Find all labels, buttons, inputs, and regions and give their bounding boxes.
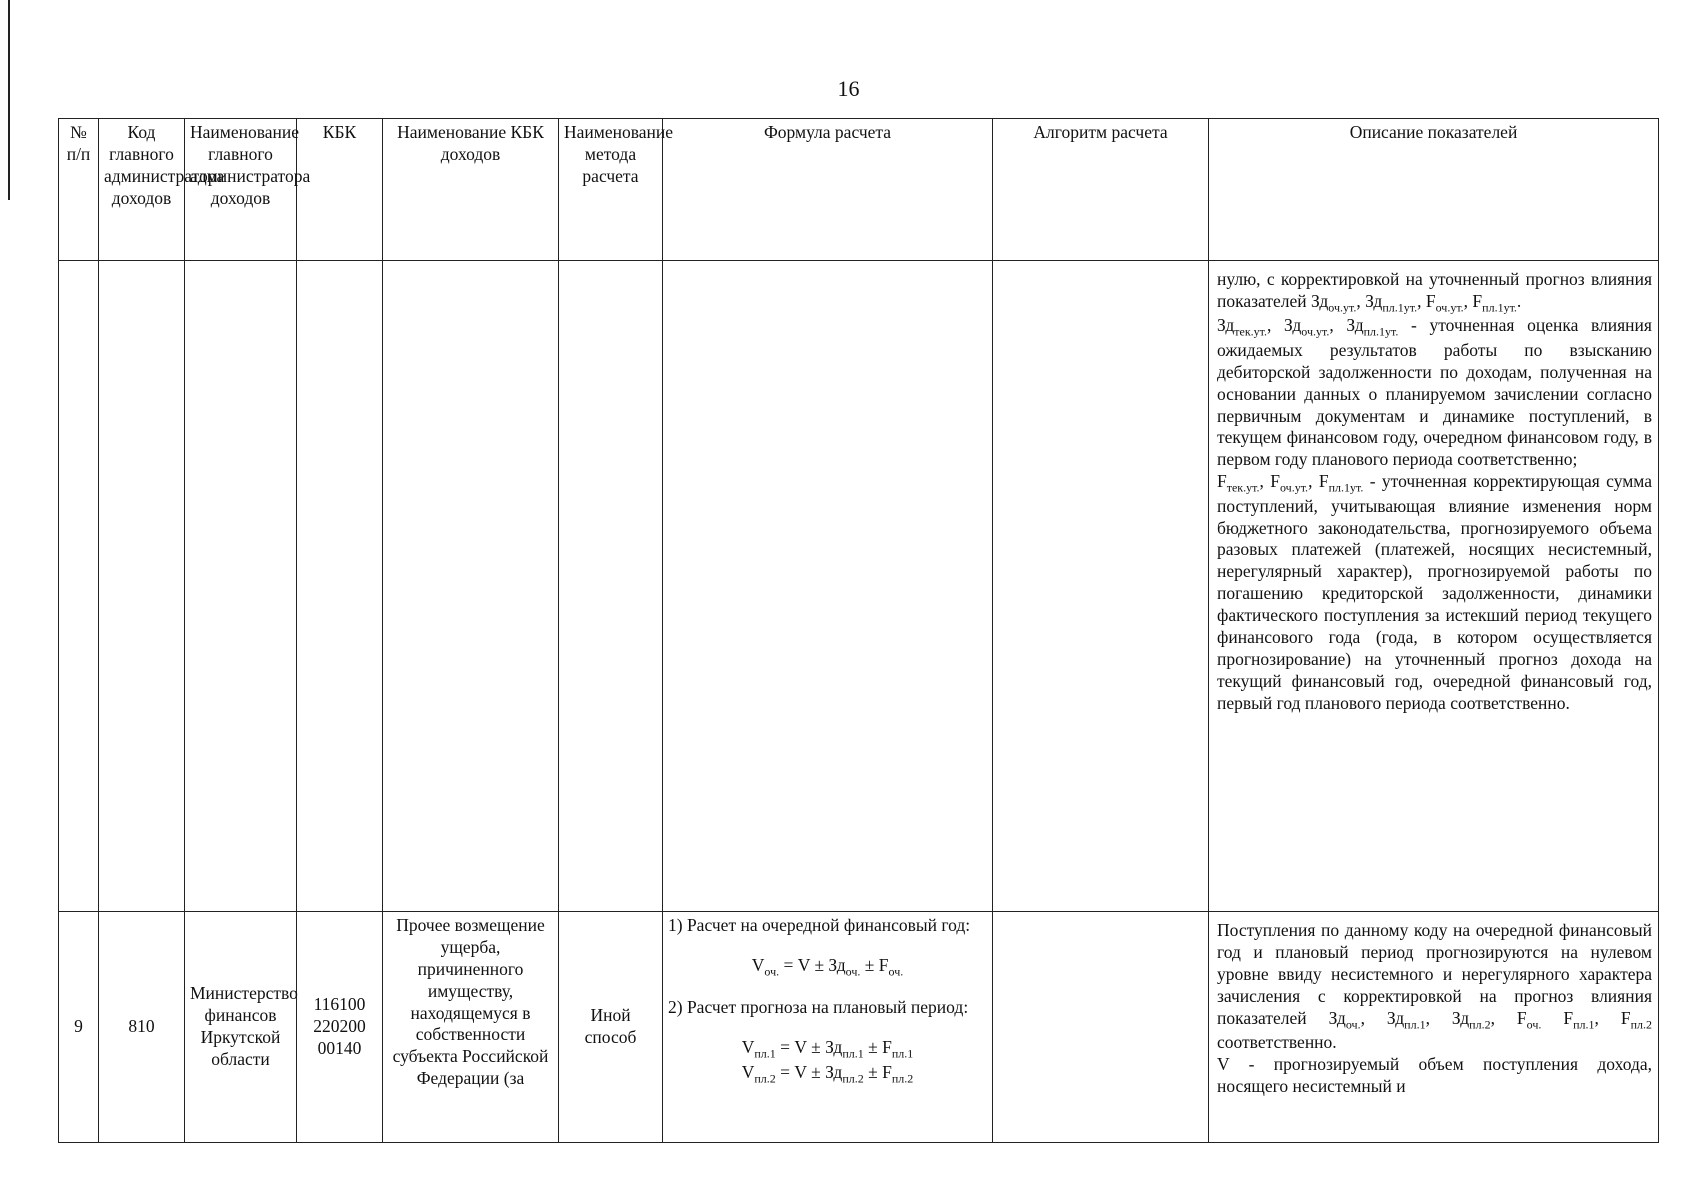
empty-cell xyxy=(297,261,383,912)
table-row xyxy=(59,261,1659,912)
description-continuation-cell xyxy=(1209,261,1659,912)
admin-name: Министерство финансов Иркутской области xyxy=(185,912,297,1143)
table-header-row xyxy=(59,119,1659,261)
header-admin-code: Код главного администратора доходов xyxy=(99,119,185,261)
continuation-paragraph-1: нулю, с корректировкой на уточненный прогноз влияния показателей $Зд_{оч.ут.}$, $Зд_{пл.1ут.}$, $F_{оч.ут.}$, $F_{пл.1ут.}$. xyxy=(1217,269,1652,315)
algorithm-cell xyxy=(993,912,1209,1143)
empty-cell xyxy=(993,261,1209,912)
formula-cell xyxy=(663,912,993,1143)
continuation-paragraph-3: $F_{тек.ут.}$, $F_{оч.ут.}$, $F_{пл.1ут.}$ - уточненная корректирующая сумма поступлений, учитывающая влияние изменения норм бюджетного законодательства, прогнозируемого объема разовых платежей (платежей, носящих несистемный, нерегулярный характер), прогнозируемой работы по погашению кредиторской задолженности, динамики фактического поступления за истекший период текущего финансового года (года, в котором осуществляется прогнозирование) на уточненный прогноз дохода на текущий финансовый год, очередной финансовый год, первый год планового периода соответственно. xyxy=(1217,471,1653,713)
description-cell xyxy=(1209,912,1659,1143)
header-formula: Формула расчета xyxy=(663,119,993,261)
row-number: 9 xyxy=(59,912,99,1143)
description-paragraph-2: V - прогнозируемый объем поступления дохода, носящего несистемный и xyxy=(1217,1053,1652,1096)
continuation-paragraph-2: $Зд_{тек.ут.}$, $Зд_{оч.ут.}$, $Зд_{пл.1ут.}$ - уточненная оценка влияния ожидаемых результатов работы по взысканию дебиторской задолженности по доходам, полученная на основании данных о планируемом зачислении согласно первичным документам и динамике поступлений, в текущем финансовом году, очередном финансовом году, в первом году планового периода соответственно; xyxy=(1217,315,1652,470)
formula-step-2: 2) Расчет прогноза на плановый период: xyxy=(668,997,969,1018)
kbk-name: Прочее возмещение ущерба, причиненного имуществу, находящемуся в собственности субъекта Российской Федерации (за xyxy=(383,912,559,1143)
header-algorithm: Алгоритм расчета xyxy=(993,119,1209,261)
empty-cell xyxy=(663,261,993,912)
empty-cell xyxy=(59,261,99,912)
calc-method: Иной способ xyxy=(559,912,663,1143)
header-description: Описание показателей xyxy=(1209,119,1659,261)
header-kbk-name: Наименование КБК доходов xyxy=(383,119,559,261)
table-row xyxy=(59,912,1659,1143)
empty-cell xyxy=(383,261,559,912)
header-method: Наименование метода расчета xyxy=(559,119,663,261)
page-number: 16 xyxy=(837,76,860,101)
header-kbk: КБК xyxy=(297,119,383,261)
empty-cell xyxy=(185,261,297,912)
description-paragraph-1: Поступления по данному коду на очередной финансовый год и плановый период прогнозируются на нулевом уровне ввиду несистемного и нерегулярного характера зачисления с корректировкой на прогноз влияния показателей $Зд_{оч.}$, $Зд_{пл.1}$, $Зд_{пл.2}$, $F_{оч.}$ $F_{пл.1}$, $F_{пл.2}$ соответственно. xyxy=(1217,920,1653,1052)
header-admin-name: Наименование главного администратора доходов xyxy=(185,119,297,261)
kbk-code: 116100 220200 00140 xyxy=(297,912,383,1143)
formula-equation-1: $V_{оч.} = V \pm Зд_{оч.} \pm F_{оч.}$ xyxy=(751,954,904,979)
empty-cell xyxy=(559,261,663,912)
formula-step-1: 1) Расчет на очередной финансовый год: xyxy=(668,915,971,935)
header-number: № п/п xyxy=(59,119,99,261)
formula-equation-2: $V_{пл.1} = V \pm Зд_{пл.1} \pm F_{пл.1}$ $V_{пл.2} = V \pm Зд_{пл.2} \pm F_{пл.2}$ xyxy=(741,1037,914,1086)
admin-code: 810 xyxy=(99,912,185,1143)
empty-cell xyxy=(99,261,185,912)
revenue-method-table xyxy=(58,118,1659,1143)
